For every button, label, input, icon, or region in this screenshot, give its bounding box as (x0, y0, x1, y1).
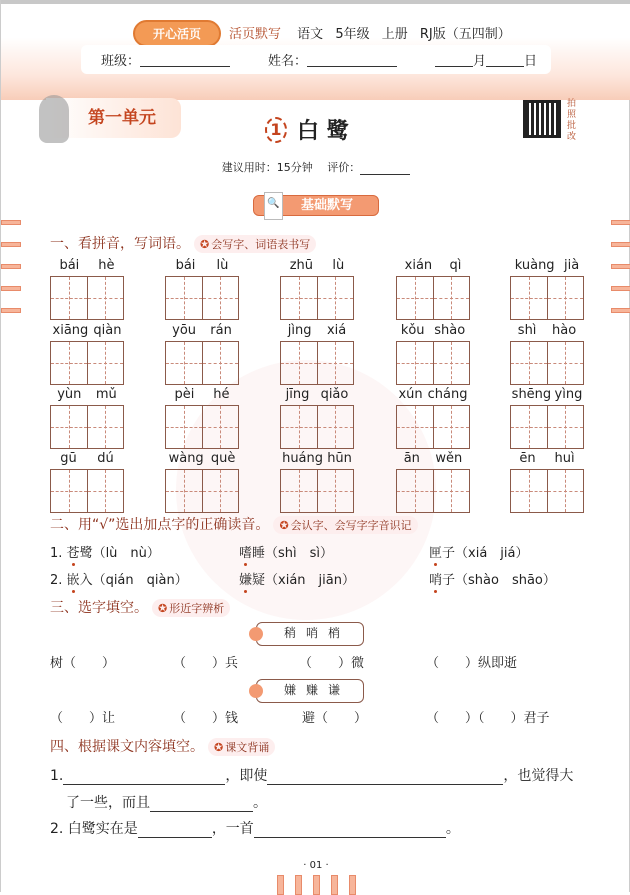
student-info-bar (81, 45, 551, 74)
pinyin-syllable: hè (98, 258, 115, 273)
item-text: 睡（shì sì） (252, 546, 334, 561)
fill-blank-item[interactable]: 树（ ） (50, 656, 116, 671)
day-field[interactable] (486, 53, 524, 67)
text: 。 (445, 821, 460, 837)
word-cell (510, 323, 584, 385)
dotted-char: 匣 (429, 546, 443, 561)
pinyin-syllable: yùn (57, 387, 82, 402)
blank[interactable] (254, 824, 446, 838)
name-label: 姓名： (268, 54, 308, 69)
text: 1. (50, 768, 64, 784)
word-cell (165, 323, 239, 385)
word-cell (396, 451, 470, 513)
writing-box[interactable] (166, 406, 203, 448)
section-3-title: 三、选字填空。 (50, 600, 148, 616)
writing-box[interactable] (281, 277, 318, 319)
pinyin-syllable: cháng (427, 387, 468, 402)
word-cell (50, 258, 124, 320)
blank[interactable] (150, 798, 253, 812)
item-number: 2. (50, 573, 67, 588)
month-label: 月 (473, 54, 487, 69)
fill-blank-item[interactable]: （ ）（ ）君子 (426, 711, 550, 726)
dotted-char: 嗜 (239, 546, 253, 561)
month-field[interactable] (435, 53, 473, 67)
pinyin-syllable: jìng (287, 323, 312, 338)
writing-boxes (50, 469, 124, 513)
pinyin (510, 323, 584, 339)
word-cell (280, 323, 354, 385)
pinyin-syllable: jīng (285, 387, 310, 402)
brand-logo: 开心活页 (133, 20, 221, 47)
writing-boxes (280, 341, 354, 385)
writing-boxes (510, 405, 584, 449)
writing-box[interactable] (166, 277, 203, 319)
left-tab-marks (1, 220, 21, 330)
writing-box[interactable] (51, 342, 88, 384)
pinyin-syllable: ān (403, 451, 420, 466)
writing-boxes (165, 276, 239, 320)
writing-box[interactable] (511, 342, 548, 384)
pinyin (510, 258, 584, 274)
section-1-title: 一、看拼音，写词语。 (50, 236, 190, 252)
pinyin-syllable: xún (398, 387, 423, 402)
writing-boxes (510, 341, 584, 385)
pinyin-syllable: kuàng (514, 258, 555, 273)
pinyin-syllable: hào (552, 323, 577, 338)
pinyin-syllable: xiāng (52, 323, 89, 338)
fill-blank-item[interactable]: （ ）纵即逝 (426, 656, 518, 671)
pinyin (50, 258, 124, 274)
pinyin-syllable: bái (175, 258, 196, 273)
recite-line-3 (50, 818, 460, 838)
writing-box[interactable] (318, 277, 354, 319)
writing-box[interactable] (397, 406, 434, 448)
writing-box[interactable] (548, 470, 584, 512)
recite-line-2 (66, 792, 267, 812)
section-2-tag: ✪ 会认字、会写字字音识记 (273, 516, 417, 534)
writing-boxes (396, 276, 470, 320)
unit-label: 第一单元 (46, 98, 181, 138)
section-3-heading (50, 597, 230, 617)
pinyin-syllable: qì (449, 258, 462, 273)
name-field[interactable] (307, 53, 397, 67)
writing-box[interactable] (397, 277, 434, 319)
qr-code-icon (523, 100, 561, 138)
text: 。 (253, 795, 267, 811)
text: ，也觉得大 (503, 768, 574, 784)
pinyin-syllable: rán (210, 323, 232, 338)
pinyin-syllable: pèi (174, 387, 195, 402)
writing-box[interactable] (548, 277, 584, 319)
writing-box[interactable] (318, 406, 354, 448)
edition: RJ版（五四制） (419, 27, 511, 42)
evaluation-field[interactable] (360, 161, 410, 175)
writing-box[interactable] (511, 277, 548, 319)
grade: 5年级 (335, 27, 370, 42)
pronunciation-item[interactable] (429, 542, 528, 561)
char-choice-box-2: 嫌赚谦 (256, 679, 364, 703)
writing-box[interactable] (397, 342, 434, 384)
pinyin-syllable: xián (404, 258, 433, 273)
pinyin-syllable: què (210, 451, 236, 466)
word-cell (396, 258, 470, 320)
word-cell (280, 258, 354, 320)
right-tab-marks (611, 220, 630, 330)
section-pill (253, 195, 379, 216)
pronunciation-item[interactable] (50, 542, 160, 561)
pinyin-syllable: zhū (289, 258, 314, 273)
writing-box[interactable] (281, 470, 318, 512)
word-cell (50, 323, 124, 385)
word-cell (396, 387, 470, 449)
writing-boxes (165, 341, 239, 385)
fill-blank-item[interactable]: （ ）让 (50, 711, 116, 726)
writing-boxes (510, 276, 584, 320)
text: 了一些，而且 (66, 795, 150, 811)
pinyin (280, 258, 354, 274)
writing-boxes (280, 276, 354, 320)
writing-box[interactable] (203, 277, 239, 319)
writing-box[interactable] (511, 406, 548, 448)
pinyin-syllable: lù (216, 258, 229, 273)
item-text: 入（qián qiàn） (79, 573, 188, 588)
section-3-tag: ✪ 形近字辨析 (152, 599, 230, 617)
pinyin (396, 387, 470, 403)
word-cell (50, 387, 124, 449)
writing-boxes (280, 405, 354, 449)
lesson-number: 1 (265, 117, 287, 143)
writing-box[interactable] (88, 342, 124, 384)
pinyin-syllable: jià (564, 258, 580, 273)
writing-boxes (165, 469, 239, 513)
pinyin (50, 323, 124, 339)
writing-box[interactable] (88, 406, 124, 448)
writing-box[interactable] (397, 470, 434, 512)
pinyin (396, 258, 470, 274)
pinyin (396, 451, 470, 467)
writing-boxes (50, 405, 124, 449)
evaluation-label: 评价： (327, 161, 361, 174)
word-cell (280, 387, 354, 449)
section-4-title: 四、根据课文内容填空。 (50, 739, 204, 755)
class-label: 班级： (101, 54, 141, 69)
pinyin (165, 451, 239, 467)
blank[interactable] (63, 771, 225, 785)
writing-box[interactable] (548, 406, 584, 448)
dotted-char: 嫌 (239, 573, 253, 588)
pinyin-syllable: hé (213, 387, 230, 402)
pinyin-syllable: qiàn (93, 323, 122, 338)
writing-box[interactable] (511, 470, 548, 512)
word-cell (165, 258, 239, 320)
pinyin-syllable: wàng (168, 451, 204, 466)
word-cell (396, 323, 470, 385)
pinyin-syllable: lù (332, 258, 345, 273)
text: ，即使 (225, 768, 268, 784)
series-title (229, 23, 519, 42)
writing-box[interactable] (434, 406, 470, 448)
writing-box[interactable] (51, 277, 88, 319)
item-number: 1. (50, 546, 67, 561)
pinyin (50, 451, 124, 467)
dotted-char: 苍 (66, 546, 80, 561)
char-choice-box-1: 稍哨梢 (256, 622, 364, 646)
writing-boxes (165, 405, 239, 449)
pinyin-syllable: yōu (172, 323, 197, 338)
fill-blank-item[interactable]: 避（ ） (302, 711, 368, 726)
pinyin-syllable: kǒu (400, 323, 425, 338)
writing-box[interactable] (203, 342, 239, 384)
word-cell (510, 451, 584, 513)
writing-box[interactable] (434, 470, 470, 512)
lesson-name: 白 鹭 (297, 119, 349, 144)
fill-blank-item[interactable]: （ ）微 (299, 656, 365, 671)
pronunciation-item[interactable] (239, 569, 355, 588)
pinyin-syllable: huáng (282, 451, 324, 466)
section-2-title: 二、用“√”选出加点字的正确读音。 (50, 517, 270, 533)
writing-box[interactable] (166, 342, 203, 384)
fill-blank-item[interactable]: （ ）兵 (173, 656, 239, 671)
section-4-heading (50, 736, 275, 756)
item-text: 疑（xián jiān） (252, 573, 355, 588)
bottom-tab-marks (277, 875, 356, 895)
word-cell (50, 451, 124, 513)
page-number: · 01 · (303, 860, 329, 871)
text: ，一首 (211, 821, 254, 837)
suggested-time: 建议用时：15分钟 (221, 161, 313, 174)
writing-box[interactable] (548, 342, 584, 384)
pinyin (510, 387, 584, 403)
pinyin-syllable: wěn (435, 451, 463, 466)
item-text: 子（xiá jiá） (442, 546, 529, 561)
section-1-heading (50, 233, 316, 253)
item-text: 子（shào shāo） (442, 573, 556, 588)
writing-box[interactable] (166, 470, 203, 512)
pinyin-syllable: xiá (326, 323, 347, 338)
search-icon: 🔍 (264, 192, 283, 220)
writing-boxes (50, 341, 124, 385)
pronunciation-item[interactable] (239, 542, 333, 561)
writing-box[interactable] (281, 342, 318, 384)
writing-boxes (396, 341, 470, 385)
day-label: 日 (524, 54, 538, 69)
pinyin (50, 387, 124, 403)
lesson-title (265, 114, 349, 145)
writing-box[interactable] (203, 406, 239, 448)
writing-box[interactable] (434, 277, 470, 319)
pinyin-syllable: yìng (554, 387, 583, 402)
section-4-tag: ✪ 课文背诵 (208, 738, 275, 756)
pinyin (280, 323, 354, 339)
text: 2. 白鹭实在是 (50, 821, 138, 837)
writing-box[interactable] (88, 277, 124, 319)
writing-box[interactable] (88, 470, 124, 512)
pinyin-syllable: ēn (519, 451, 536, 466)
writing-boxes (280, 469, 354, 513)
pronunciation-item[interactable] (50, 569, 188, 588)
pinyin-syllable: hūn (327, 451, 352, 466)
writing-boxes (50, 276, 124, 320)
brand-name: 活页默写 (229, 27, 282, 42)
pinyin-syllable: dú (97, 451, 114, 466)
item-text: 鹭（lù nù） (79, 546, 160, 561)
word-cell (280, 451, 354, 513)
writing-boxes (510, 469, 584, 513)
writing-boxes (396, 469, 470, 513)
writing-box[interactable] (281, 406, 318, 448)
blank[interactable] (267, 771, 503, 785)
pinyin-syllable: bái (59, 258, 80, 273)
word-cell (165, 451, 239, 513)
recite-line-1 (50, 765, 573, 785)
pinyin (396, 323, 470, 339)
pinyin-syllable: shēng (511, 387, 552, 402)
pinyin-syllable: qiǎo (320, 387, 349, 402)
section-pill-label: 基础默写 (300, 198, 353, 213)
pronunciation-item[interactable] (429, 569, 556, 588)
subject: 语文 (297, 27, 324, 42)
pinyin (165, 258, 239, 274)
pinyin-syllable: huì (554, 451, 575, 466)
pinyin (280, 451, 354, 467)
writing-box[interactable] (434, 342, 470, 384)
pinyin (165, 323, 239, 339)
class-field[interactable] (140, 53, 230, 67)
writing-box[interactable] (51, 406, 88, 448)
term: 上册 (381, 27, 408, 42)
section-2-heading (50, 514, 418, 534)
mascot-illustration (39, 95, 69, 143)
pinyin-syllable: shì (517, 323, 537, 338)
blank[interactable] (138, 824, 212, 838)
dotted-char: 哨 (429, 573, 443, 588)
dotted-char: 嵌 (66, 573, 80, 588)
writing-box[interactable] (318, 470, 354, 512)
writing-boxes (396, 405, 470, 449)
pinyin-syllable: gū (60, 451, 77, 466)
writing-box[interactable] (318, 342, 354, 384)
pinyin (510, 451, 584, 467)
fill-blank-item[interactable]: （ ）钱 (173, 711, 239, 726)
word-cell (510, 258, 584, 320)
pinyin-syllable: mǔ (95, 387, 117, 402)
pinyin (280, 387, 354, 403)
scan-label: 拍照批改 (567, 99, 577, 142)
writing-box[interactable] (203, 470, 239, 512)
word-cell (165, 387, 239, 449)
pinyin-syllable: shào (434, 323, 466, 338)
lesson-meta (1, 159, 630, 175)
section-1-tag: ✪ 会写字、词语表书写 (194, 235, 316, 253)
word-cell (510, 387, 584, 449)
writing-box[interactable] (51, 470, 88, 512)
pinyin (165, 387, 239, 403)
